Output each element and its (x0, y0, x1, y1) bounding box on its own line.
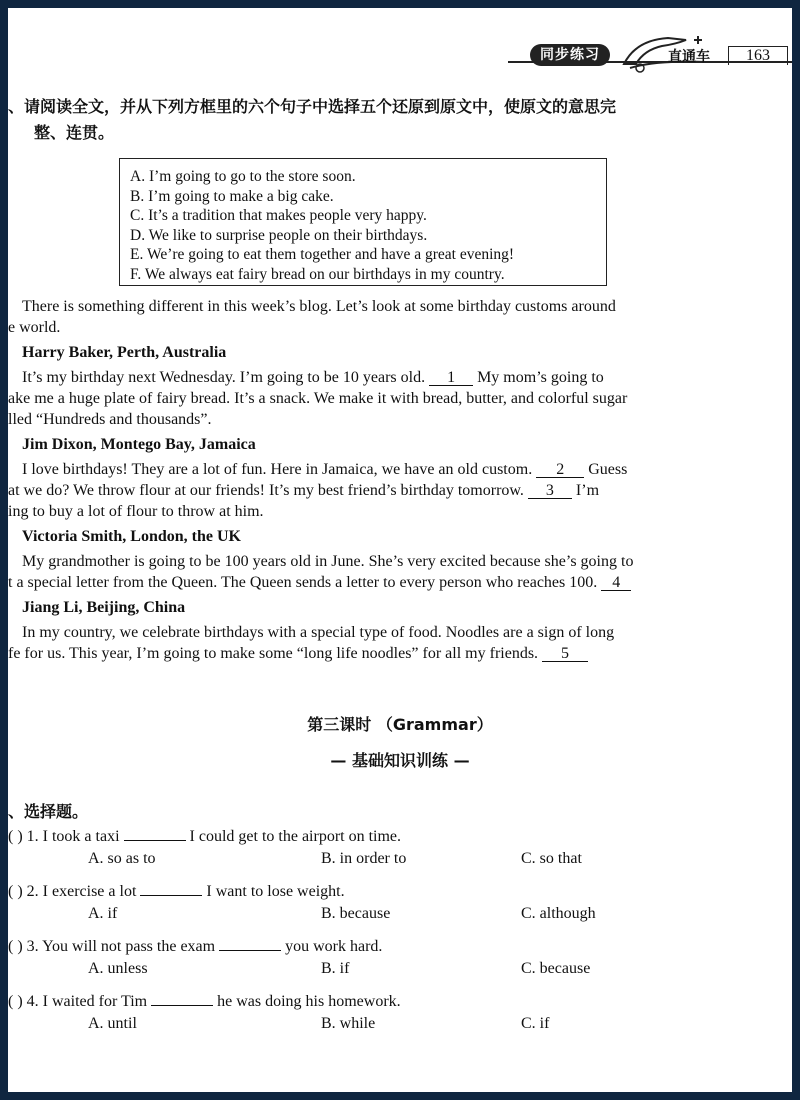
question-1-stem: ( ) 1. I took a taxi (8, 828, 120, 845)
answer-blank-1[interactable]: 1 (429, 371, 473, 386)
question-1-choice-a[interactable]: A. so as to (88, 850, 156, 867)
option-c: C. It’s a tradition that makes people very happy. (130, 207, 427, 224)
options-box (119, 158, 607, 286)
question-3-choice-c[interactable]: C. because (521, 960, 591, 977)
question-2-choice-b[interactable]: B. because (321, 905, 391, 922)
section-2-line-1: I love birthdays! They are a lot of fun. Here in Jamaica, we have an old custom. 2 Guess (22, 461, 628, 478)
question-1-choice-c[interactable]: C. so that (521, 850, 582, 867)
section-4-line-1: In my country, we celebrate birthdays with a special type of food. Noodles are a sign of long (22, 624, 615, 641)
question-2-choice-c[interactable]: C. although (521, 905, 596, 922)
section-4-line-2: fe for us. This year, I’m going to make some “long life noodles” for all my friends. 5 (8, 643, 588, 664)
section-1-title: Harry Baker, Perth, Australia (22, 344, 227, 361)
question-4-blank[interactable] (151, 991, 213, 1006)
instruction-line-2: 整、连贯。 (34, 123, 115, 142)
question-1-blank[interactable] (124, 826, 186, 841)
option-d: D. We like to surprise people on their birthdays. (130, 226, 428, 244)
section-1-line-1: It’s my birthday next Wednesday. I’m going to be 10 years old. 1 My mom’s going to (22, 369, 604, 386)
section-3-title: Victoria Smith, London, the UK (22, 528, 241, 545)
question-4-choice-c[interactable]: C. if (521, 1015, 550, 1032)
section-3-line-1: My grandmother is going to be 100 years old in June. She’s very excited because she’s going to (22, 553, 634, 570)
intro-line-1: There is something different in this week’s blog. Let’s look at some birthday customs around (22, 298, 616, 315)
section-2-line-3: ing to buy a lot of flour to throw at him. (8, 503, 264, 520)
section-1-line-3: lled “Hundreds and thousands”. (8, 411, 212, 428)
lesson-subtitle: — 基础知识训练 — (330, 751, 470, 770)
option-a: A. I’m going to go to the store soon. (130, 168, 356, 185)
instruction-line-1: 、请阅读全文，并从下列方框里的六个句子中选择五个还原到原文中，使原文的意思完 (8, 97, 617, 116)
answer-blank-5[interactable]: 5 (542, 647, 588, 662)
question-4-choice-b[interactable]: B. while (321, 1015, 376, 1032)
intro-line-2: e world. (8, 319, 61, 336)
question-3-choice-a[interactable]: A. unless (88, 960, 148, 977)
question-3-blank[interactable] (219, 936, 281, 951)
brand-text: 直通车 (668, 49, 710, 65)
instruction (8, 94, 728, 146)
answer-blank-3[interactable]: 3 (528, 484, 572, 499)
question-3-choice-b[interactable]: B. if (321, 960, 350, 977)
option-e: E. We’re going to eat them together and have a great evening! (130, 246, 515, 263)
section-3-line-2: t a special letter from the Queen. The Queen sends a letter to every person who reaches 100. 4 (8, 572, 631, 593)
section-2-title: Jim Dixon, Montego Bay, Jamaica (22, 436, 256, 453)
answer-blank-4[interactable]: 4 (601, 576, 631, 591)
question-4-choice-a[interactable]: A. until (88, 1015, 137, 1032)
answer-blank-2[interactable]: 2 (536, 463, 584, 478)
option-f: F. We always eat fairy bread on our birthdays in my country. (130, 265, 505, 283)
section-label: 同步练习 (530, 44, 610, 66)
worksheet-page: 同步练习 直通车 163 、请阅读全文，并从下列方框里的六个句子中选择五个还原到原文中，使原文的意思完 整、连贯。 A. I’m going to go to the store soon. B. I’m going to make a big cake. C. It’s a tradition that makes people very happy. D. We like to surprise people on their birthdays. E. We’re going to eat them together and have a great evening! F. We always eat fairy bread on our birthdays in my country. There is something different in this week’s blog. Let’s look at some birthday customs around e world. Harry Baker, Perth, Australia It’s my birthday next Wednesday. I’m going to be 10 years old. 1 My mom’s going to ake me a huge plate of fairy bread. It’s a snack. We make it with bread, butter, and colorful sugar lled “Hundreds and thousands”. Jim Dixon, Montego Bay, Jamaica I love birthdays! They are a lot of fun. Here in Jamaica, we have an old custom. 2 Guess at we do? We throw flour at our friends! It’s my best friend’s birthday tomorrow. 3 I’m ing to buy a lot of flour to throw at him. Victoria Smith, London, the UK My grandmother is going to be 100 years old in June. She’s very excited because she’s going to t a special letter from the Queen. The Queen sends a letter to every person who reaches 100. 4 Jiang Li, Beijing, China In my country, we celebrate birthdays with a special type of food. Noodles are a sign of long fe for us. This year, I’m going to make some “long life noodles” for all my friends. 5 第三课时 （Grammar） — 基础知识训练 — 、选择题。 ( ) 1. I took a taxi I could get to the airport on time. A. so as to B. in order to C. so that ( ) 2. I exercise a lot I want to lose weight. A. if B. because C. although ( ) 3. You will not pass the exam you work hard. A. unless B. if C. because ( ) 4. I waited for Tim he was doing his homework. A. until B. while C. if (8, 8, 792, 1092)
option-b: B. I’m going to make a big cake. (130, 187, 334, 205)
section-1-line-2: ake me a huge plate of fairy bread. It’s a snack. We make it with bread, butter, and colorful sugar (8, 390, 628, 407)
question-4-stem: ( ) 4. I waited for Tim (8, 993, 148, 1010)
question-3-stem: ( ) 3. You will not pass the exam (8, 938, 216, 955)
exercise-heading: 、选择题。 (8, 802, 89, 821)
lesson-title: 第三课时 （Grammar） (307, 715, 493, 734)
page-number: 163 (728, 46, 788, 65)
question-1-choice-b[interactable]: B. in order to (321, 850, 407, 867)
question-2-blank[interactable] (140, 881, 202, 896)
section-4-title: Jiang Li, Beijing, China (22, 599, 186, 616)
question-2-choice-a[interactable]: A. if (88, 905, 118, 922)
question-2-stem: ( ) 2. I exercise a lot (8, 883, 137, 900)
section-2-line-2: at we do? We throw flour at our friends! It’s my best friend’s birthday tomorrow. 3 I’m (8, 482, 600, 499)
